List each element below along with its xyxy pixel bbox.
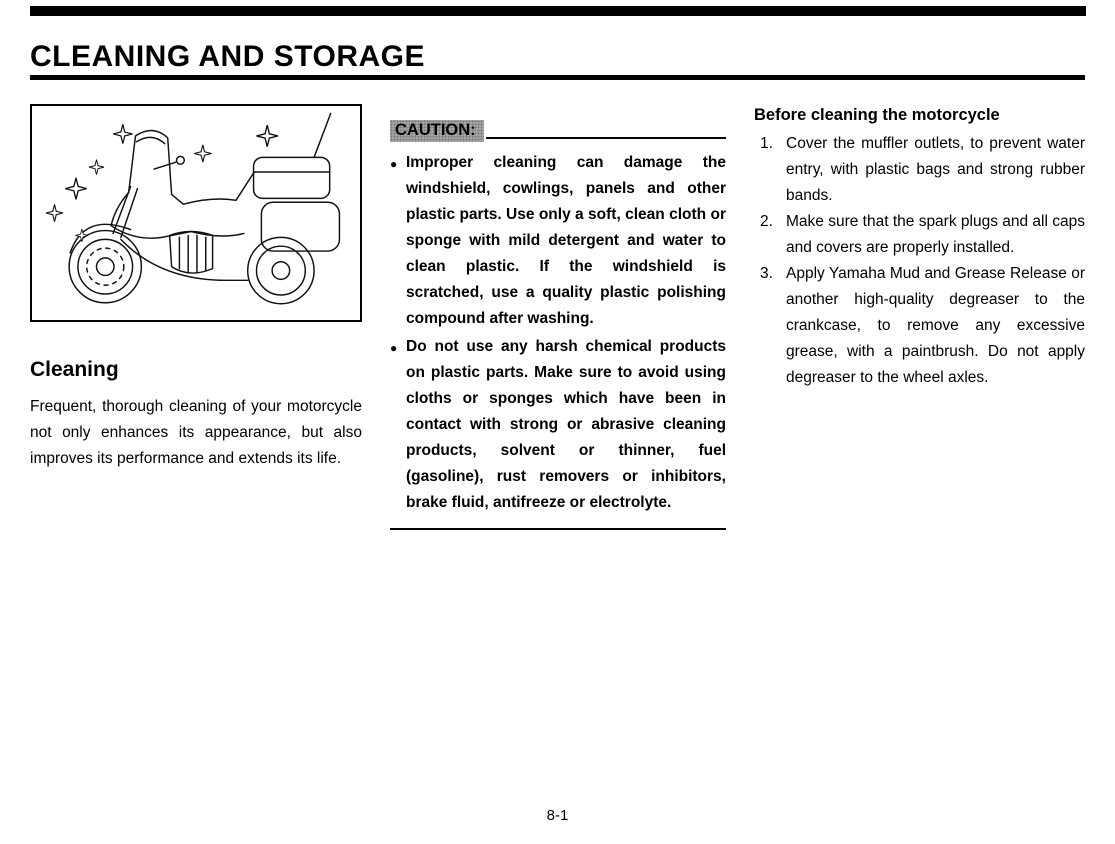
caution-end-rule xyxy=(390,528,726,530)
right-column xyxy=(754,104,1085,391)
page-title: CLEANING AND STORAGE xyxy=(30,0,1085,80)
section-heading-cleaning: Cleaning xyxy=(30,358,119,381)
caution-header xyxy=(390,120,726,142)
before-cleaning-heading: Before cleaning the motorcycle xyxy=(754,106,1000,124)
numbered-step xyxy=(754,261,1085,391)
page-number: 8-1 xyxy=(546,807,569,824)
motorcycle-figure xyxy=(30,104,362,322)
step-number: 2. xyxy=(760,213,773,230)
caution-column xyxy=(390,104,726,530)
caution-bullet xyxy=(390,150,726,332)
cleaning-paragraph: Frequent, thorough cleaning of your motorcycle not only enhances its appearance, but also improves its performance and extends its life. xyxy=(30,398,362,467)
step-number: 1. xyxy=(760,135,773,152)
step-text: Apply Yamaha Mud and Grease Release or another high-quality degreaser to the crankcase, to remove any excessive grease, with a paintbrush. Do not apply degreaser to the wheel axles. xyxy=(786,265,1085,386)
caution-bullet-text: Improper cleaning can damage the windshield, cowlings, panels and other plastic parts. Use only a soft, clean cloth or sponge with mild detergent and water to clean plastic. If the windshield is scratched, use a quality plastic polishing compound after washing. xyxy=(406,154,726,327)
content-columns xyxy=(30,104,1085,530)
step-text: Cover the muffler outlets, to prevent water entry, with plastic bags and strong rubber bands. xyxy=(786,135,1085,204)
numbered-step xyxy=(754,131,1085,209)
motorcycle-illustration xyxy=(35,109,357,317)
top-bar xyxy=(30,6,1086,16)
step-text: Make sure that the spark plugs and all caps and covers are properly installed. xyxy=(786,213,1085,256)
left-column xyxy=(30,104,362,472)
caution-rule xyxy=(486,137,726,139)
bullet-icon: ● xyxy=(390,157,398,171)
caution-label: CAUTION: xyxy=(390,120,484,142)
bullet-icon: ● xyxy=(390,341,398,355)
numbered-step xyxy=(754,209,1085,261)
caution-bullet xyxy=(390,334,726,516)
step-number: 3. xyxy=(760,265,773,282)
caution-bullet-text: Do not use any harsh chemical products on plastic parts. Make sure to avoid using cloths or sponges which have been in contact with strong or abrasive cleaning products, solvent or thinner, fuel (gasoline), rust removers or inhibitors, brake fluid, antifreeze or electrolyte. xyxy=(406,338,726,511)
